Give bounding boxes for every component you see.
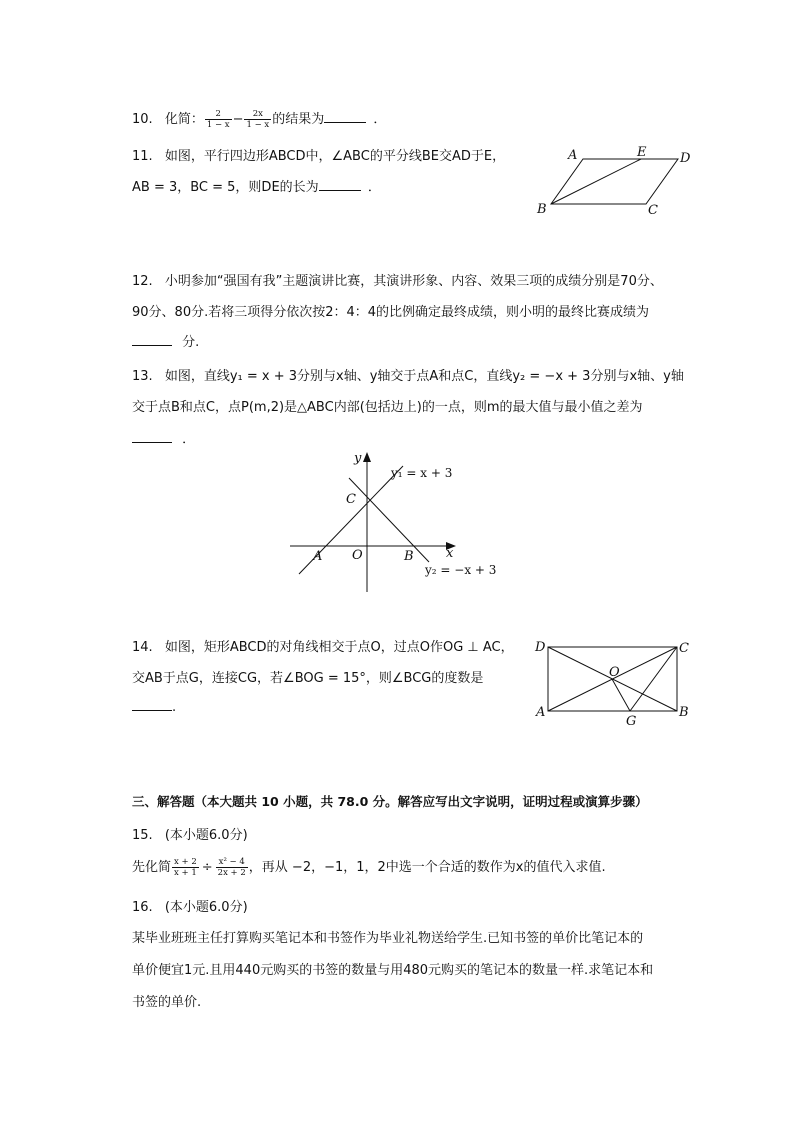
label-o: O (609, 665, 620, 680)
q10-suffix: 的结果为 (272, 112, 325, 127)
segment-og (612, 679, 630, 711)
question-12-line-3 (132, 331, 199, 350)
label-b: B (404, 549, 414, 564)
q16-text-line-2: 单价便宜1元.且用440元购买的书签的数量与用480元购买的笔记本的数量一样.求笔记本和 (132, 963, 654, 978)
q16-text-line-3: 书签的单价. (132, 995, 202, 1010)
label-a: A (313, 549, 323, 564)
q14-answer-blank (132, 699, 172, 711)
q13-text-line-2: 交于点B和点C，点P(m,2)是△ABC内部(包括边上)的一点，则m的最大值与最小值之差为 (132, 400, 643, 415)
question-14-line-3 (132, 699, 176, 715)
section-3-heading-text: 三、解答题（本大题共 10 小题，共 78.0 分。解答应写出文字说明，证明过程或演算步骤） (132, 794, 648, 809)
question-11-line-1 (132, 145, 505, 164)
label-c: C (648, 203, 658, 218)
q12-text-line-2: 90分、80分.若将三项得分依次按2：4：4的比例确定最终成绩，则小明的最终比赛成绩为 (132, 305, 650, 320)
q14-text-line-2: 交AB于点G，连接CG，若∠BOG = 15°，则∠BCG的度数是 (132, 671, 484, 686)
question-13-line-3 (132, 428, 195, 447)
question-16-line-1 (132, 927, 643, 946)
segment-cg (630, 647, 677, 711)
question-12-line-2 (132, 301, 649, 320)
question-14-line-1 (132, 636, 514, 655)
q15-divide: ÷ (201, 860, 213, 875)
label-y1-equation: y₁ = x + 3 (391, 466, 453, 480)
axis-label-y: y (354, 451, 362, 466)
question-15-body (132, 856, 606, 878)
question-10 (132, 108, 386, 130)
q10-end: ． (373, 112, 387, 127)
q11-number: 11. (132, 149, 153, 164)
question-13-line-1 (132, 365, 684, 384)
q14-text-line-1: 如图，矩形ABCD的对角线相交于点O，过点O作OG ⊥ AC， (164, 640, 514, 655)
q10-fraction-1: $\frac{2}{1 - x}$ (206, 109, 230, 130)
label-c: C (346, 492, 356, 507)
q11-text-line-1: 如图，平行四边形ABCD中，∠ABC的平分线BE交AD于E， (164, 149, 506, 164)
q13-end: ． (182, 432, 196, 447)
q14-number: 14. (132, 640, 153, 655)
q13-number: 13. (132, 369, 153, 384)
question-14-line-2 (132, 667, 483, 686)
q15-prefix: 先化简 (132, 860, 172, 875)
label-e: E (637, 145, 647, 160)
q12-answer-blank (132, 334, 172, 346)
question-12-line-1 (132, 270, 663, 289)
q10-prefix: 化简： (164, 112, 204, 127)
q10-number: 10. (132, 112, 153, 127)
q13-text-line-1: 如图，直线y₁ = x + 3分别与x轴、y轴交于点A和点C，直线y₂ = −x + 3分别与x轴、y轴 (164, 369, 684, 384)
q12-text-line-1: 小明参加“强国有我”主题演讲比赛，其演讲形象、内容、效果三项的成绩分别是70分、 (164, 274, 663, 289)
q15-points: (本小题6.0分) (164, 828, 248, 843)
q10-answer-blank (324, 111, 366, 123)
q16-points: (本小题6.0分) (164, 900, 248, 915)
question-16-header (132, 896, 248, 915)
q11-end: ． (367, 180, 381, 195)
q16-text-line-1: 某毕业班班主任打算购买笔记本和书签作为毕业礼物送给学生.已知书签的单价比笔记本的 (132, 931, 644, 946)
q14-end: . (172, 700, 177, 715)
q15-fraction-2: $\frac{\text{x² − 4}}{2x + 2}$ (217, 857, 246, 878)
q15-fraction-1: $\frac{x + 2}{x + 1}$ (174, 857, 197, 878)
q10-minus: − (232, 112, 244, 127)
q16-number: 16. (132, 900, 153, 915)
label-g: G (626, 714, 637, 729)
axis-label-x: x (446, 546, 454, 561)
label-a: A (568, 148, 578, 163)
label-d: D (535, 640, 546, 655)
question-16-line-3 (132, 991, 201, 1010)
label-d: D (680, 151, 691, 166)
q11-text-line-2: AB = 3，BC = 5，则DE的长为 (132, 180, 319, 195)
label-a: A (536, 705, 546, 720)
q13-answer-blank (132, 431, 172, 443)
label-b: B (679, 705, 689, 720)
label-c: C (679, 641, 689, 656)
q15-suffix: ，再从 −2，−1，1，2中选一个合适的数作为x的值代入求值. (248, 860, 606, 875)
bisector-be (551, 159, 641, 204)
q11-answer-blank (319, 179, 361, 191)
question-15-header (132, 824, 248, 843)
y-axis-arrow (363, 452, 371, 462)
q10-fraction-2: $\frac{2x}{1 - x}$ (246, 109, 270, 130)
q12-number: 12. (132, 274, 153, 289)
q11-parallelogram-figure (530, 142, 700, 222)
q15-number: 15. (132, 828, 153, 843)
label-y2-equation: y₂ = −x + 3 (425, 563, 497, 577)
label-b: B (537, 202, 547, 217)
question-11-line-2 (132, 176, 381, 195)
q13-coordinate-graph (285, 450, 515, 595)
q14-rectangle-figure (530, 636, 700, 731)
question-13-line-2 (132, 396, 643, 415)
section-3-heading (132, 792, 648, 810)
q12-end: 分. (182, 335, 200, 350)
label-o: O (352, 548, 363, 563)
parallelogram-abcd (551, 159, 678, 204)
question-16-line-2 (132, 959, 653, 978)
